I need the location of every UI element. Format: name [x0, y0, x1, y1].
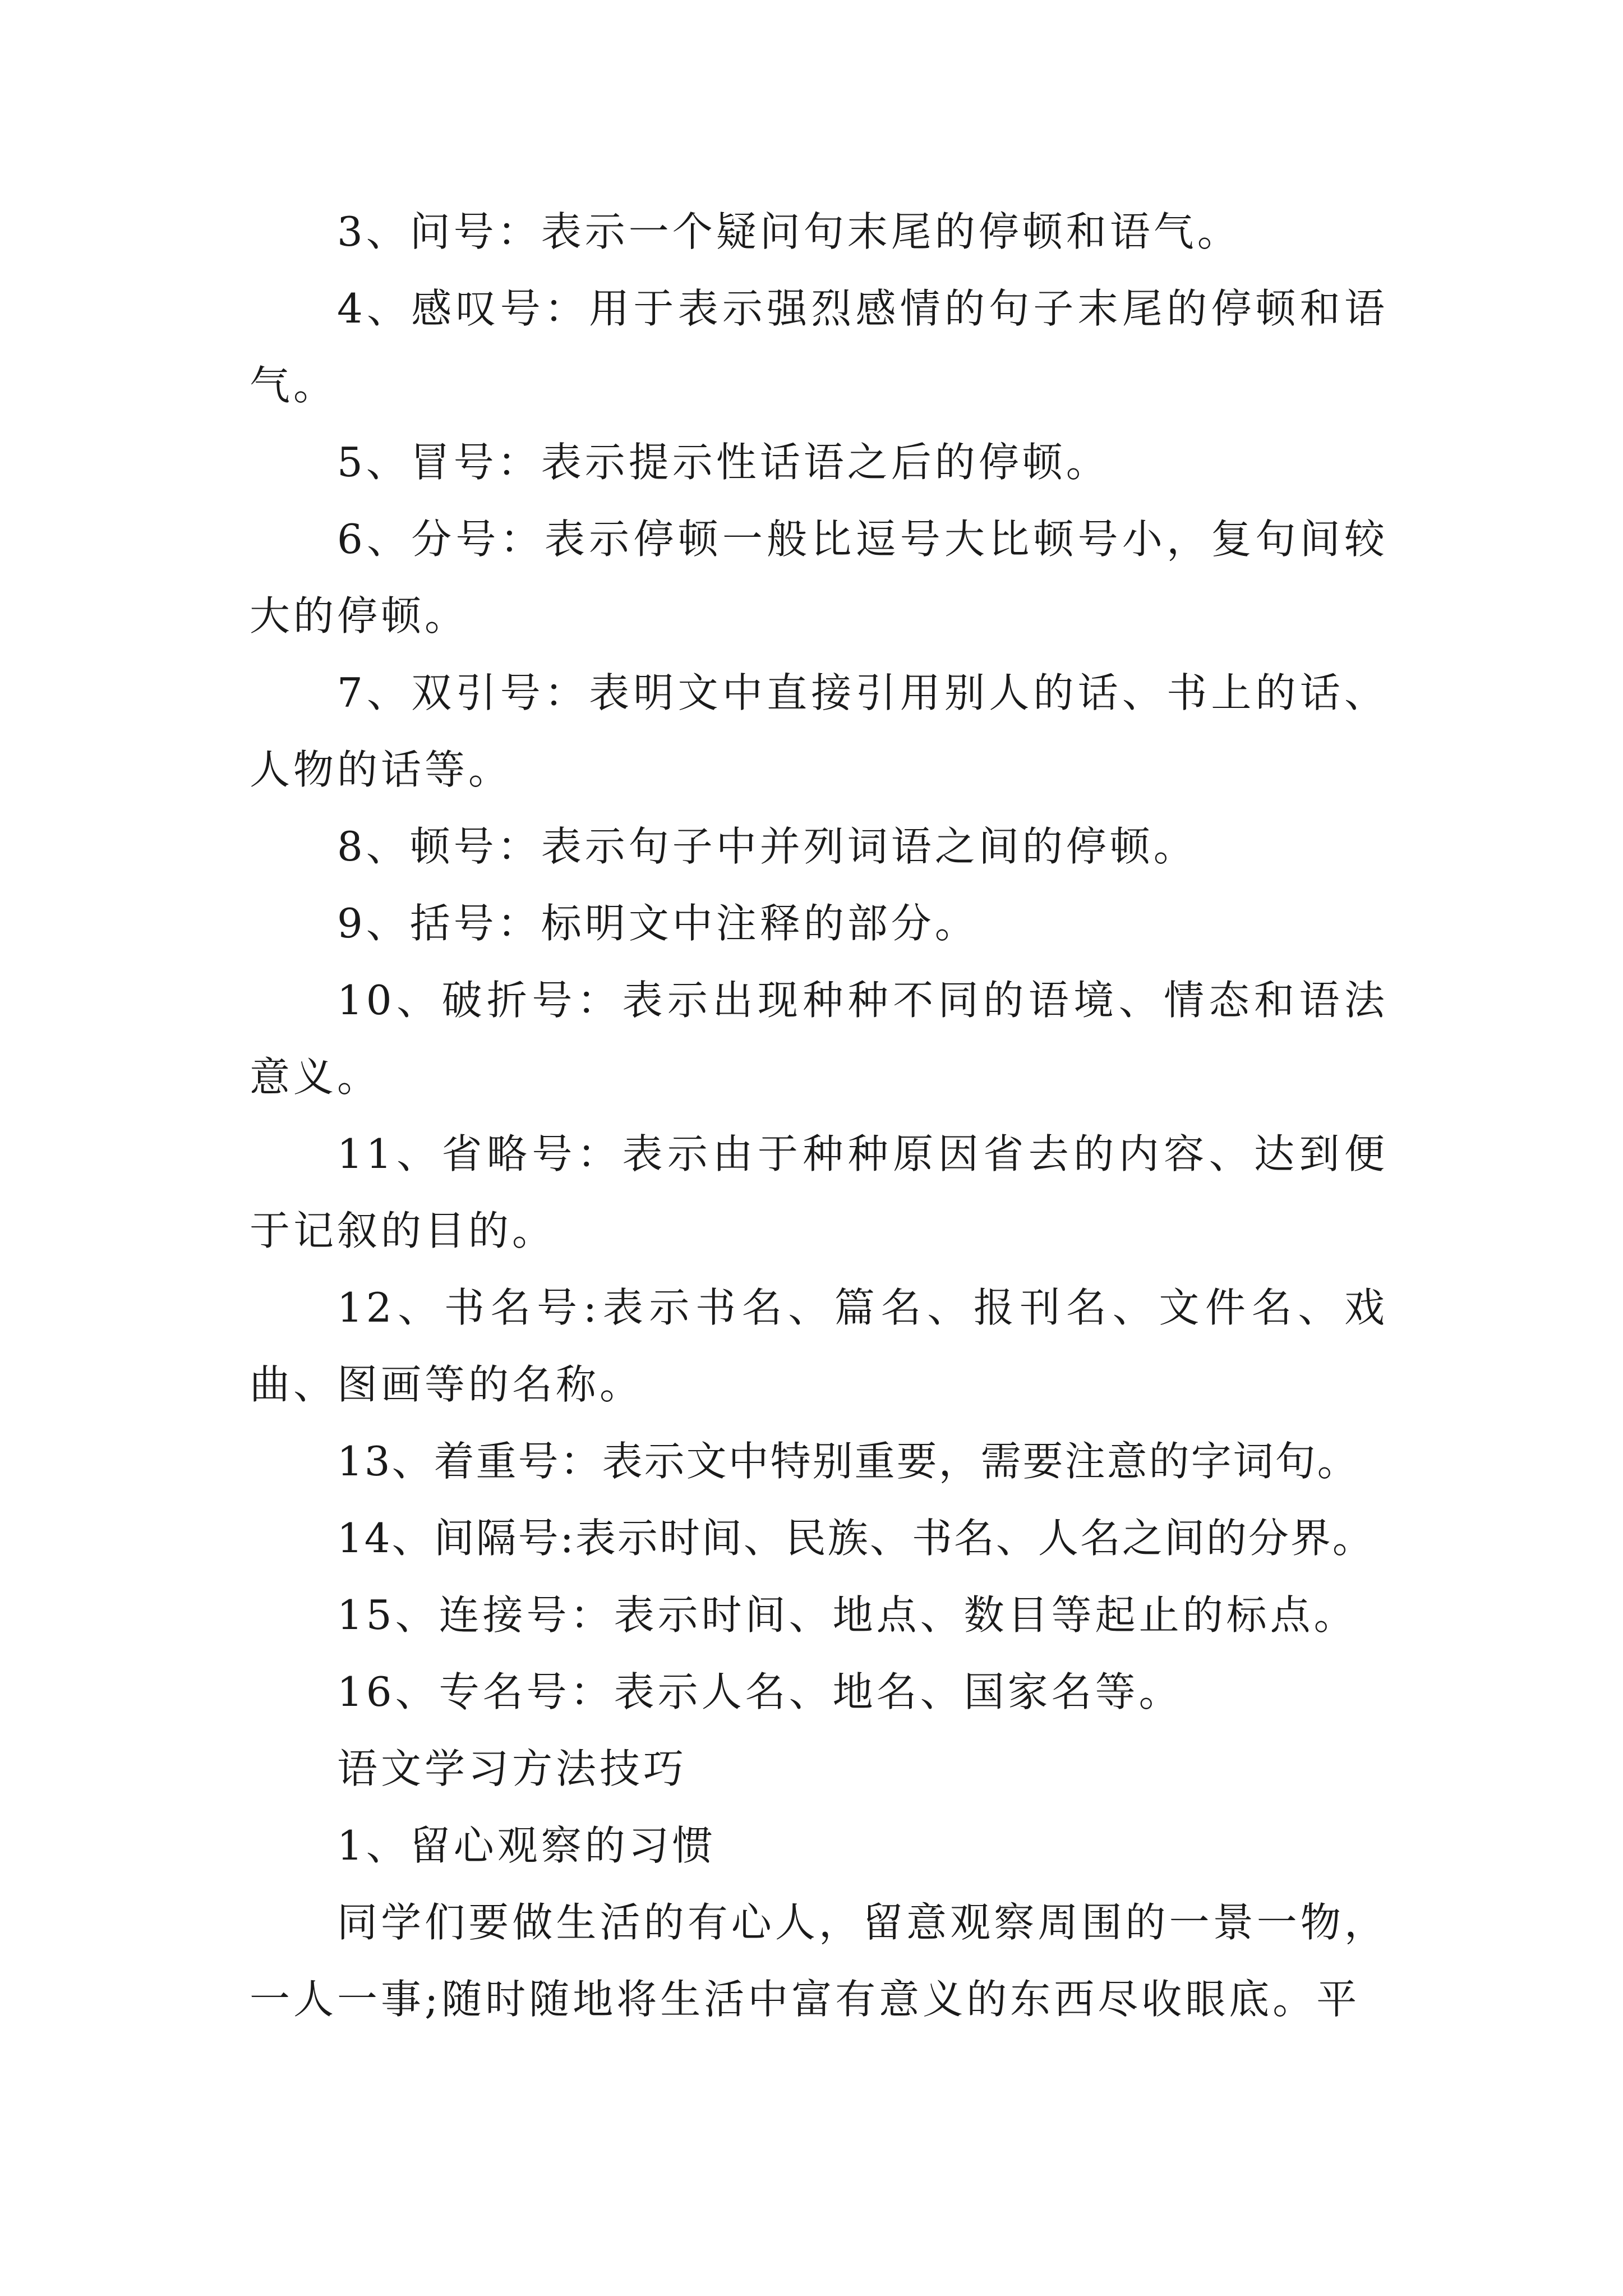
paragraph-colon: 5、冒号：表示提示性话语之后的停顿。 [337, 439, 1110, 486]
paragraph-enumeration-comma: 8、顿号：表示句子中并列词语之间的停顿。 [337, 823, 1197, 870]
paragraph-dash: 10、破折号：表示出现种种不同的语境、情态和语法意义。 [250, 977, 1388, 1101]
subsection-heading: 1、留心观察的习惯 [337, 1822, 716, 1869]
section-heading: 语文学习方法技巧 [337, 1745, 688, 1792]
paragraph-interpunct: 14、间隔号:表示时间、民族、书名、人名之间的分界。 [337, 1515, 1375, 1562]
paragraph-emphasis-dots: 13、着重号：表示文中特别重要，需要注意的字词句。 [337, 1438, 1359, 1485]
paragraph-brackets: 9、括号：标明文中注释的部分。 [337, 900, 979, 947]
paragraph-proper-noun-mark: 16、专名号：表示人名、地名、国家名等。 [337, 1668, 1183, 1715]
paragraph-title-marks: 12、书名号:表示书名、篇名、报刊名、文件名、戏曲、图画等的名称。 [250, 1284, 1388, 1408]
body-paragraph: 同学们要做生活的有心人，留意观察周围的一景一物，一人一事;随时随地将生活中富有意义的东西尽收眼底。平 [250, 1899, 1388, 2023]
document-page [250, 194, 1388, 2038]
paragraph-semicolon: 6、分号：表示停顿一般比逗号大比顿号小，复句间较大的停顿。 [250, 516, 1388, 639]
paragraph-exclamation-mark: 4、感叹号：用于表示强烈感情的句子末尾的停顿和语气。 [250, 285, 1388, 409]
paragraph-double-quotes: 7、双引号：表明文中直接引用别人的话、书上的话、人物的话等。 [250, 669, 1388, 793]
paragraph-connecting-mark: 15、连接号：表示时间、地点、数目等起止的标点。 [337, 1591, 1358, 1639]
paragraph-question-mark: 3、问号：表示一个疑问句末尾的停顿和语气。 [337, 208, 1241, 255]
paragraph-ellipsis: 11、省略号：表示由于种种原因省去的内容、达到便于记叙的目的。 [250, 1130, 1388, 1254]
